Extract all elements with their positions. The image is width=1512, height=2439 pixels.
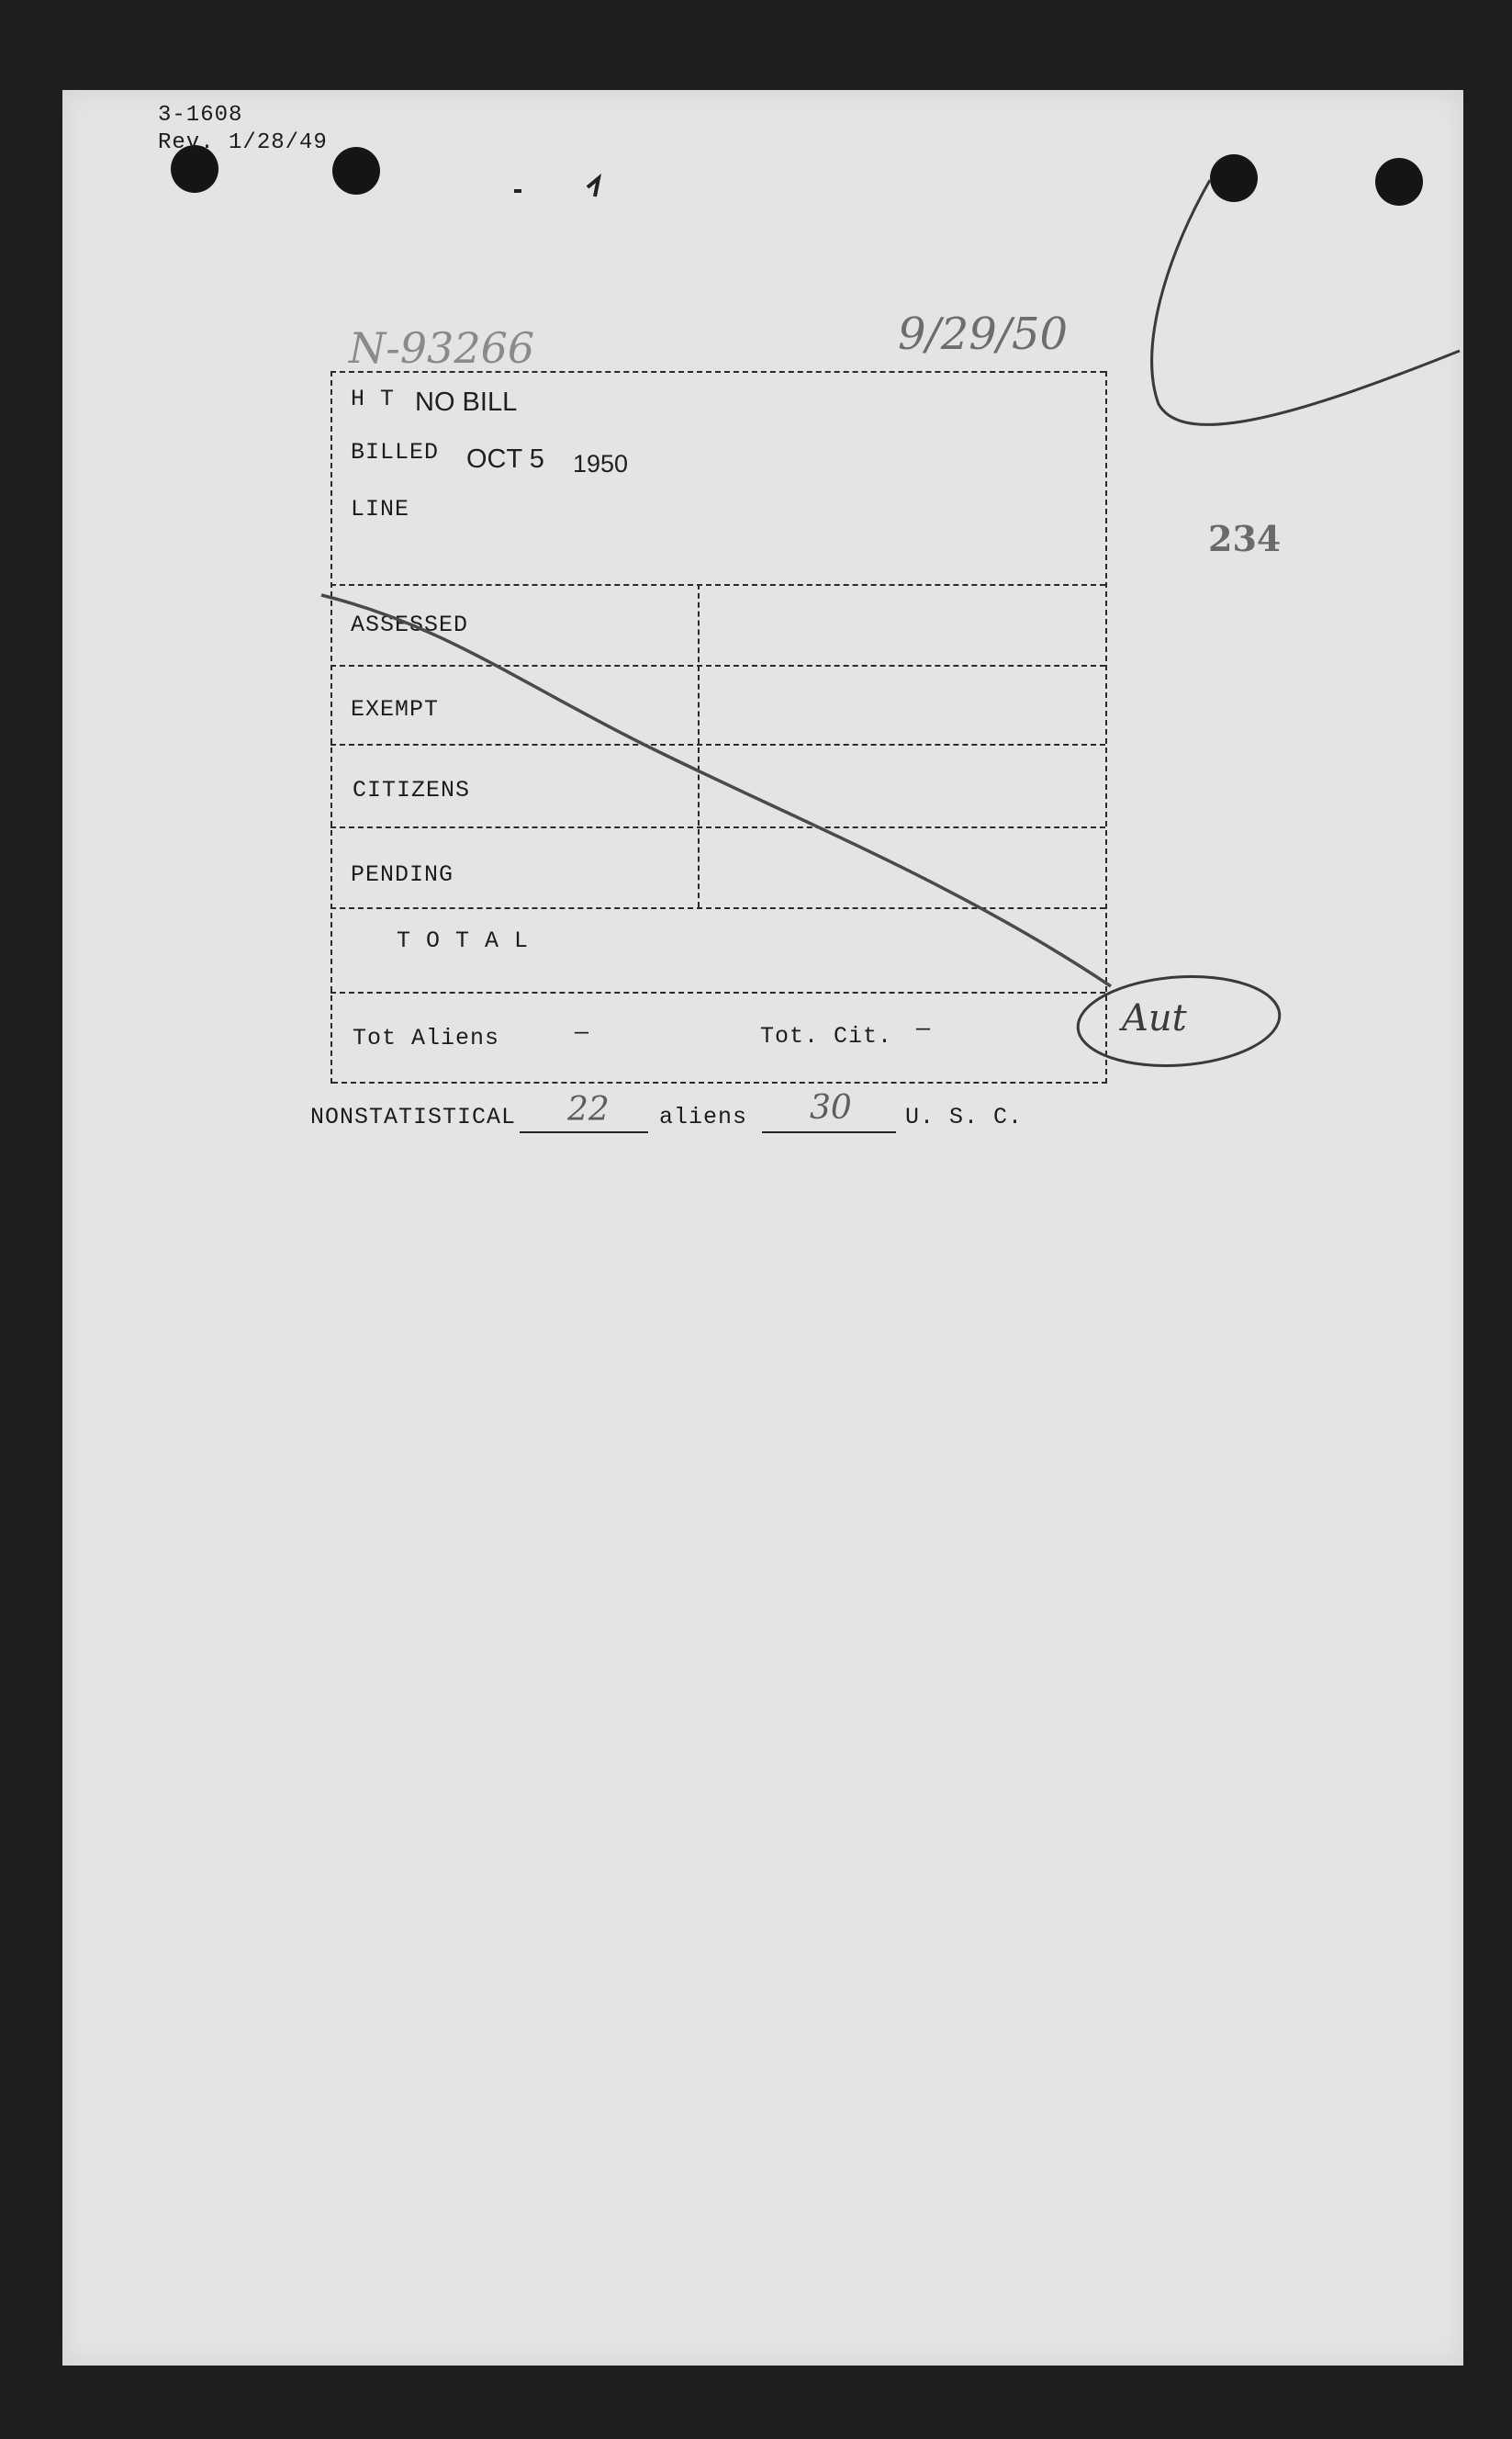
date-handwritten: 9/29/50 bbox=[898, 309, 1069, 360]
nonstat-aliens-value: 22 bbox=[567, 1091, 610, 1129]
tot-aliens-value: — bbox=[575, 1019, 590, 1046]
tot-cit-label: Tot. Cit. bbox=[760, 1023, 893, 1050]
header-scribble bbox=[588, 178, 599, 197]
ht-label: H T bbox=[351, 386, 396, 412]
ht-stamp: NO BILL bbox=[415, 388, 518, 417]
billed-label: BILLED bbox=[351, 439, 440, 466]
nonstat-aliens-label: aliens bbox=[659, 1104, 748, 1130]
row-label-citizens: CITIZENS bbox=[353, 777, 471, 804]
initials: Aut bbox=[1122, 997, 1187, 1040]
billed-year-stamp: 1950 bbox=[573, 450, 629, 478]
nonstat-usc-value: 30 bbox=[810, 1089, 852, 1127]
file-number: N-93266 bbox=[349, 323, 535, 373]
form-number: 3-1608 bbox=[158, 103, 243, 128]
row-label-pending: PENDING bbox=[351, 861, 454, 888]
row-label-exempt: EXEMPT bbox=[351, 696, 440, 723]
nonstat-usc-label: U. S. C. bbox=[905, 1104, 1024, 1130]
nonstat-label: NONSTATISTICAL bbox=[310, 1104, 517, 1130]
form-revision: Rev. 1/28/49 bbox=[158, 130, 328, 155]
line-label: LINE bbox=[351, 496, 410, 523]
row-label-assessed: ASSESSED bbox=[351, 612, 469, 638]
billed-date-stamp: OCT 5 bbox=[466, 444, 544, 474]
tot-aliens-label: Tot Aliens bbox=[353, 1025, 500, 1051]
pencil-strike-line bbox=[321, 595, 1111, 986]
page-number: 234 bbox=[1208, 518, 1282, 559]
tot-cit-value: — bbox=[916, 1016, 932, 1042]
total-label: T O T A L bbox=[397, 927, 530, 954]
pencil-curve-mark bbox=[1152, 180, 1460, 424]
